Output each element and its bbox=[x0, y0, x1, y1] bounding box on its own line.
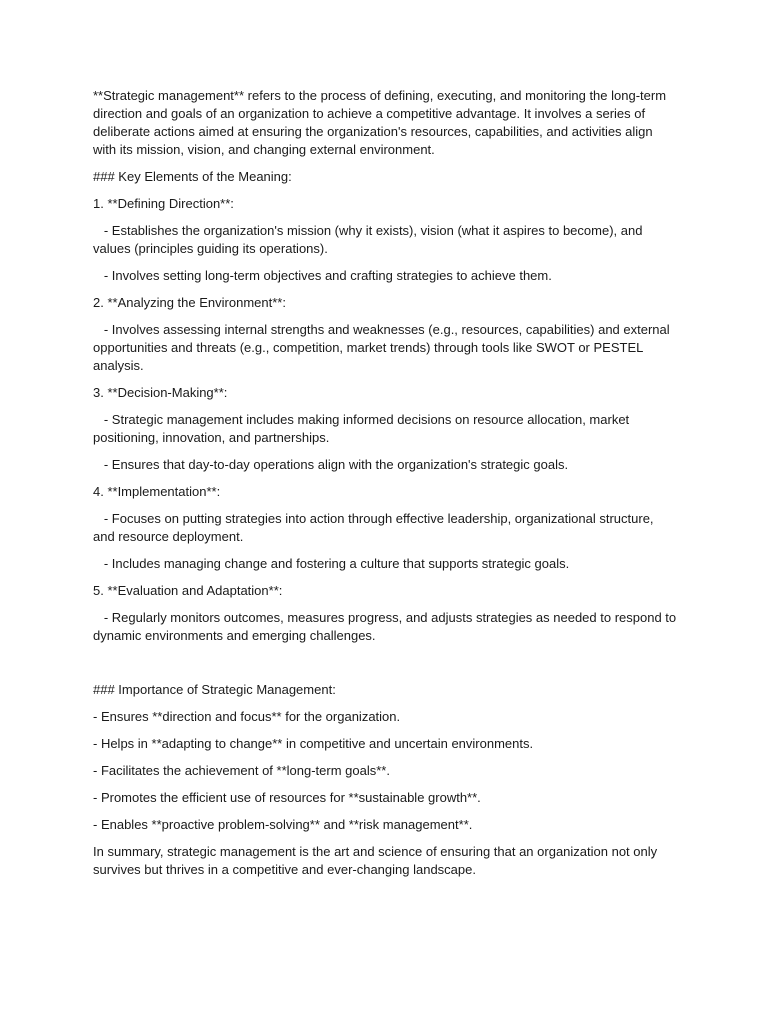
importance-point: - Helps in **adapting to change** in competitive and uncertain environments. bbox=[93, 736, 534, 751]
element-title: 4. **Implementation**: bbox=[93, 484, 221, 499]
element-point: - Involves assessing internal strengths and weaknesses (e.g., resources, capabilities) and external opportunities and threats (e.g., competition, market trends) through tools like SWOT or PESTEL analysis. bbox=[93, 322, 674, 373]
element-title: 1. **Defining Direction**: bbox=[93, 196, 234, 211]
element-point: - Involves setting long-term objectives and crafting strategies to achieve them. bbox=[93, 268, 552, 283]
section-spacer bbox=[93, 654, 678, 681]
importance-point: - Enables **proactive problem-solving** and **risk management**. bbox=[93, 817, 473, 832]
importance-point: - Ensures **direction and focus** for the organization. bbox=[93, 709, 401, 724]
element-title: 3. **Decision-Making**: bbox=[93, 385, 228, 400]
element-2 bbox=[93, 294, 678, 375]
document-page bbox=[93, 87, 678, 888]
importance-point: - Facilitates the achievement of **long-term goals**. bbox=[93, 763, 390, 778]
key-elements-heading: ### Key Elements of the Meaning: bbox=[93, 169, 292, 184]
element-point: - Regularly monitors outcomes, measures progress, and adjusts strategies as needed to respond to dynamic environments and emerging challenges. bbox=[93, 610, 680, 643]
element-5 bbox=[93, 582, 678, 645]
element-point: - Focuses on putting strategies into action through effective leadership, organizational structure, and resource deployment. bbox=[93, 511, 658, 544]
element-3 bbox=[93, 384, 678, 474]
element-point: - Establishes the organization's mission (why it exists), vision (what it aspires to become), and values (principles guiding its operations). bbox=[93, 223, 647, 256]
summary-paragraph: In summary, strategic management is the art and science of ensuring that an organization not only survives but thrives in a competitive and ever-changing landscape. bbox=[93, 844, 661, 877]
element-point: - Ensures that day-to-day operations align with the organization's strategic goals. bbox=[93, 457, 569, 472]
importance-point: - Promotes the efficient use of resources for **sustainable growth**. bbox=[93, 790, 481, 805]
element-4 bbox=[93, 483, 678, 573]
element-1 bbox=[93, 195, 678, 285]
element-point: - Strategic management includes making informed decisions on resource allocation, market positioning, innovation, and partnerships. bbox=[93, 412, 633, 445]
importance-heading: ### Importance of Strategic Management: bbox=[93, 682, 336, 697]
element-point: - Includes managing change and fostering a culture that supports strategic goals. bbox=[93, 556, 570, 571]
intro-paragraph: **Strategic management** refers to the process of defining, executing, and monitoring the long-term direction and goals of an organization to achieve a competitive advantage. It involves a series of deliberate actions aimed at ensuring the organization's resources, capabilities, and activities align with its mission, vision, and changing external environment. bbox=[93, 88, 670, 157]
element-title: 5. **Evaluation and Adaptation**: bbox=[93, 583, 283, 598]
element-title: 2. **Analyzing the Environment**: bbox=[93, 295, 286, 310]
